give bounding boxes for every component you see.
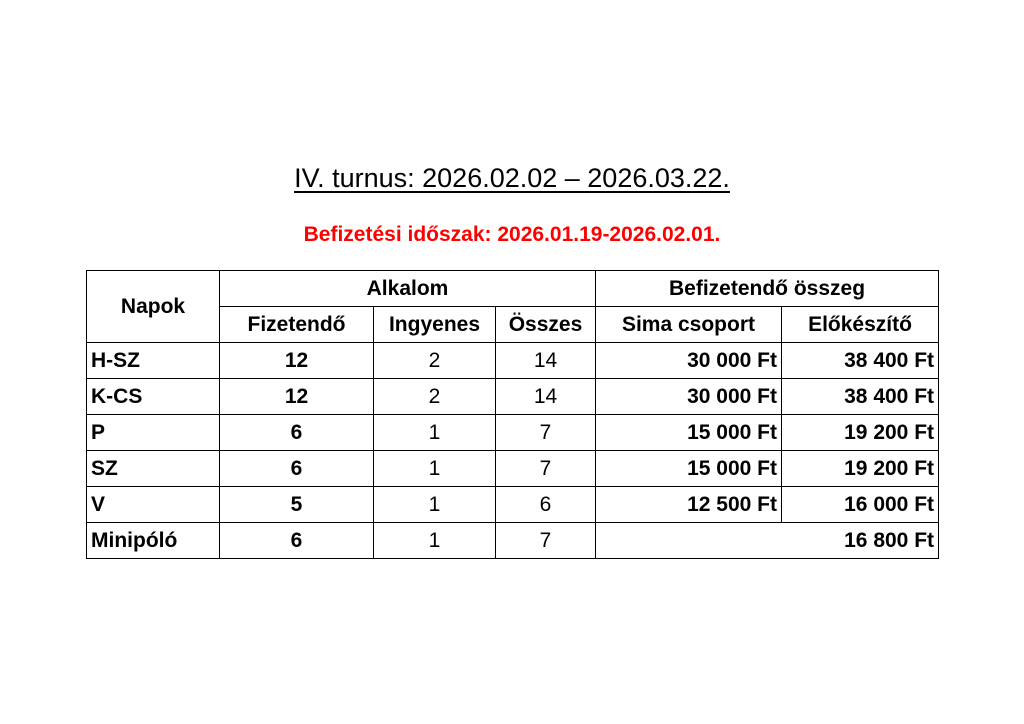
cell-total: 6 <box>496 487 596 523</box>
cell-total: 14 <box>496 343 596 379</box>
cell-total: 14 <box>496 379 596 415</box>
table-row <box>87 523 939 559</box>
table-row <box>87 379 939 415</box>
cell-total: 7 <box>496 451 596 487</box>
payment-period: Befizetési időszak: 2026.01.19-2026.02.01. <box>303 223 721 246</box>
cell-day: V <box>87 487 220 523</box>
page-title <box>0 158 1024 198</box>
cell-free: 1 <box>374 487 496 523</box>
cell-sima-price: 30 000 Ft <box>596 343 782 379</box>
table-row <box>87 415 939 451</box>
cell-sima-price: 30 000 Ft <box>596 379 782 415</box>
header-alkalom: Alkalom <box>220 271 596 307</box>
header-sima: Sima csoport <box>596 307 782 343</box>
header-row-1 <box>87 271 939 307</box>
table-row <box>87 343 939 379</box>
cell-elo-price: 38 400 Ft <box>782 379 939 415</box>
cell-merged-price: 16 800 Ft <box>596 523 939 559</box>
cell-day: Minipóló <box>87 523 220 559</box>
table-row <box>87 451 939 487</box>
cell-free: 1 <box>374 415 496 451</box>
header-napok: Napok <box>87 271 220 343</box>
cell-paid: 6 <box>220 523 374 559</box>
table-row <box>87 487 939 523</box>
cell-total: 7 <box>496 523 596 559</box>
cell-free: 1 <box>374 451 496 487</box>
cell-paid: 6 <box>220 415 374 451</box>
cell-paid: 12 <box>220 379 374 415</box>
cell-paid: 5 <box>220 487 374 523</box>
header-osszes: Összes <box>496 307 596 343</box>
cell-total: 7 <box>496 415 596 451</box>
cell-elo-price: 38 400 Ft <box>782 343 939 379</box>
cell-day: H-SZ <box>87 343 220 379</box>
schedule-table <box>86 270 939 559</box>
header-ingyenes: Ingyenes <box>374 307 496 343</box>
cell-sima-price: 15 000 Ft <box>596 415 782 451</box>
cell-free: 2 <box>374 343 496 379</box>
header-befizetendo: Befizetendő összeg <box>596 271 939 307</box>
cell-day: K-CS <box>87 379 220 415</box>
cell-paid: 6 <box>220 451 374 487</box>
page-title-text: IV. turnus: 2026.02.02 – 2026.03.22. <box>294 163 730 193</box>
cell-elo-price: 19 200 Ft <box>782 415 939 451</box>
cell-elo-price: 19 200 Ft <box>782 451 939 487</box>
cell-free: 1 <box>374 523 496 559</box>
cell-sima-price: 15 000 Ft <box>596 451 782 487</box>
cell-elo-price: 16 000 Ft <box>782 487 939 523</box>
cell-free: 2 <box>374 379 496 415</box>
header-elokeszito: Előkészítő <box>782 307 939 343</box>
cell-paid: 12 <box>220 343 374 379</box>
cell-day: SZ <box>87 451 220 487</box>
cell-day: P <box>87 415 220 451</box>
header-fizetendo: Fizetendő <box>220 307 374 343</box>
cell-sima-price: 12 500 Ft <box>596 487 782 523</box>
